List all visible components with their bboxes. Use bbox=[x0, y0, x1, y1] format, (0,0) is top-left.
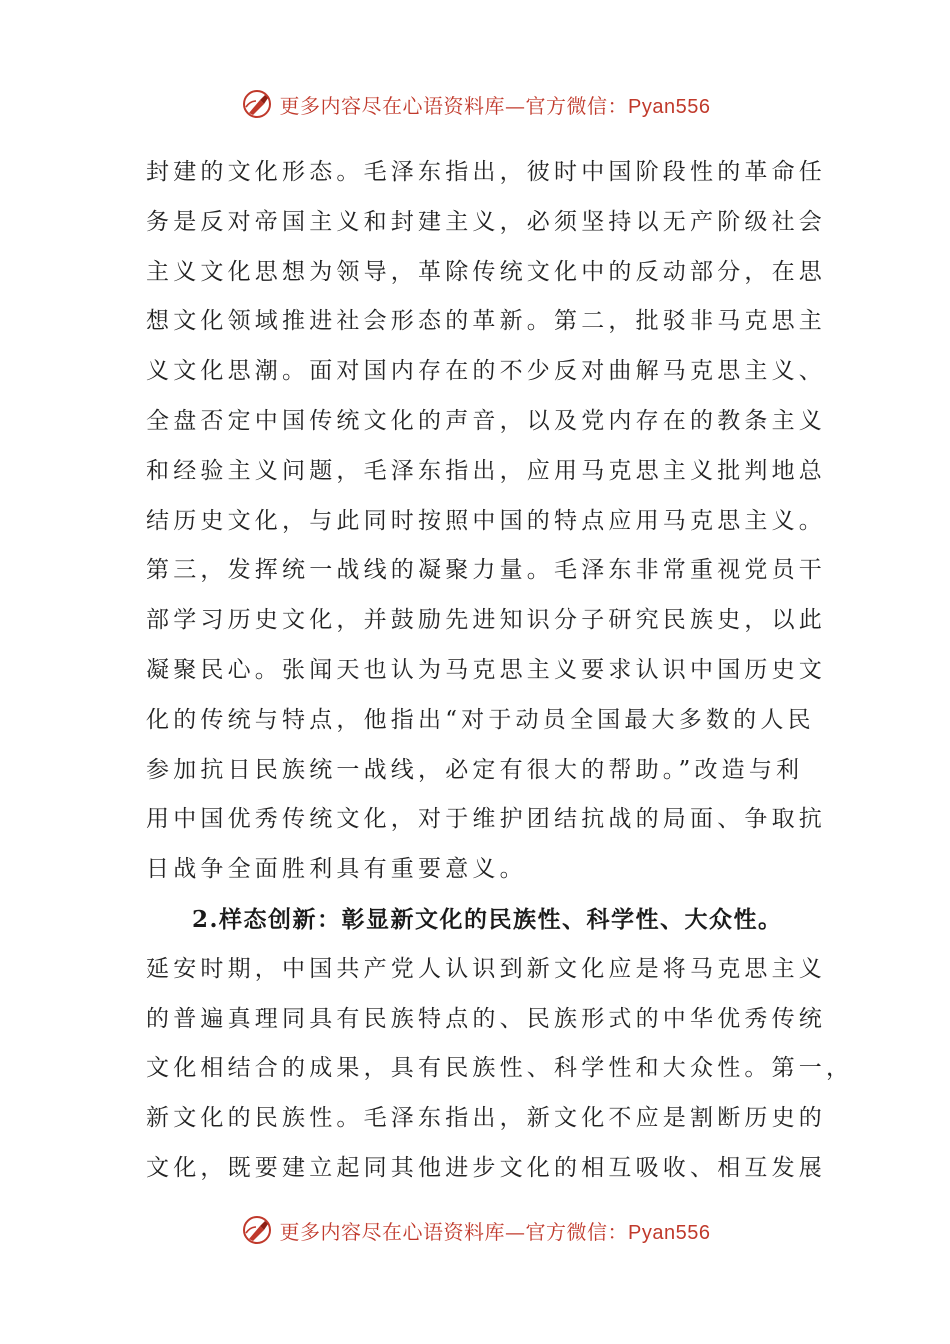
body-line: 化的传统与特点，他指出“对于动员全国最大多数的人民 bbox=[146, 706, 815, 733]
body-line: 用中国优秀传统文化，对于维护团结抗战的局面、争取抗 bbox=[146, 806, 826, 833]
section-heading: 2.样态创新：彰显新文化的民族性、科学性、大众性。 bbox=[192, 905, 783, 933]
body-line: 日战争全面胜利具有重要意义。 bbox=[146, 856, 527, 883]
body-line: 部学习历史文化，并鼓励先进知识分子研究民族史，以此 bbox=[146, 607, 826, 634]
pen-nib-logo-icon bbox=[240, 1213, 274, 1247]
body-line: 文化，既要建立起同其他进步文化的相互吸收、相互发展 bbox=[146, 1154, 826, 1181]
body-line: 封建的文化形态。毛泽东指出，彼时中国阶段性的革命任 bbox=[146, 159, 826, 185]
body-line: 结历史文化，与此同时按照中国的特点应用马克思主义。 bbox=[146, 507, 826, 534]
pen-nib-logo-icon bbox=[240, 87, 274, 121]
body-line: 的普遍真理同具有民族特点的、民族形式的中华优秀传统 bbox=[146, 1005, 826, 1032]
header-separator: — bbox=[505, 93, 526, 118]
body-line: 文化相结合的成果，具有民族性、科学性和大众性。第一， bbox=[146, 1055, 854, 1082]
body-line: 第三，发挥统一战线的凝聚力量。毛泽东非常重视党员干 bbox=[146, 557, 826, 584]
body-line: 参加抗日民族统一战线，必定有很大的帮助。”改造与利 bbox=[146, 756, 804, 783]
footer-separator: — bbox=[505, 1219, 526, 1244]
body-line: 新文化的民族性。毛泽东指出，新文化不应是割断历史的 bbox=[146, 1105, 826, 1132]
body-line: 想文化领域推进社会形态的革新。第二，批驳非马克思主 bbox=[146, 308, 826, 335]
header-banner bbox=[0, 84, 950, 124]
body-line: 延安时期，中国共产党人认识到新文化应是将马克思主义 bbox=[146, 955, 826, 982]
body-line: 凝聚民心。张闻天也认为马克思主义要求认识中国历史文 bbox=[146, 656, 826, 683]
body-line: 务是反对帝国主义和封建主义，必须坚持以无产阶级社会 bbox=[146, 208, 826, 235]
header-wechat-id: Pyan556 bbox=[628, 95, 711, 118]
header-wechat-label: 官方微信： bbox=[525, 93, 629, 118]
footer-wechat-label: 官方微信： bbox=[525, 1219, 629, 1244]
body-line: 和经验主义问题，毛泽东指出，应用马克思主义批判地总 bbox=[146, 457, 826, 484]
body-line: 主义文化思想为领导，革除传统文化中的反动部分，在思 bbox=[146, 258, 826, 285]
body-line: 义文化思潮。面对国内存在的不少反对曲解马克思主义、 bbox=[146, 358, 826, 385]
header-banner-text bbox=[280, 90, 711, 119]
footer-banner-text bbox=[280, 1216, 711, 1245]
document-body bbox=[146, 148, 854, 1194]
footer-site-text: 更多内容尽在心语资料库 bbox=[279, 1219, 506, 1244]
header-site-text: 更多内容尽在心语资料库 bbox=[279, 93, 506, 118]
footer-banner bbox=[0, 1210, 950, 1250]
body-line: 全盘否定中国传统文化的声音，以及党内存在的教条主义 bbox=[146, 407, 826, 434]
footer-wechat-id: Pyan556 bbox=[628, 1221, 711, 1244]
